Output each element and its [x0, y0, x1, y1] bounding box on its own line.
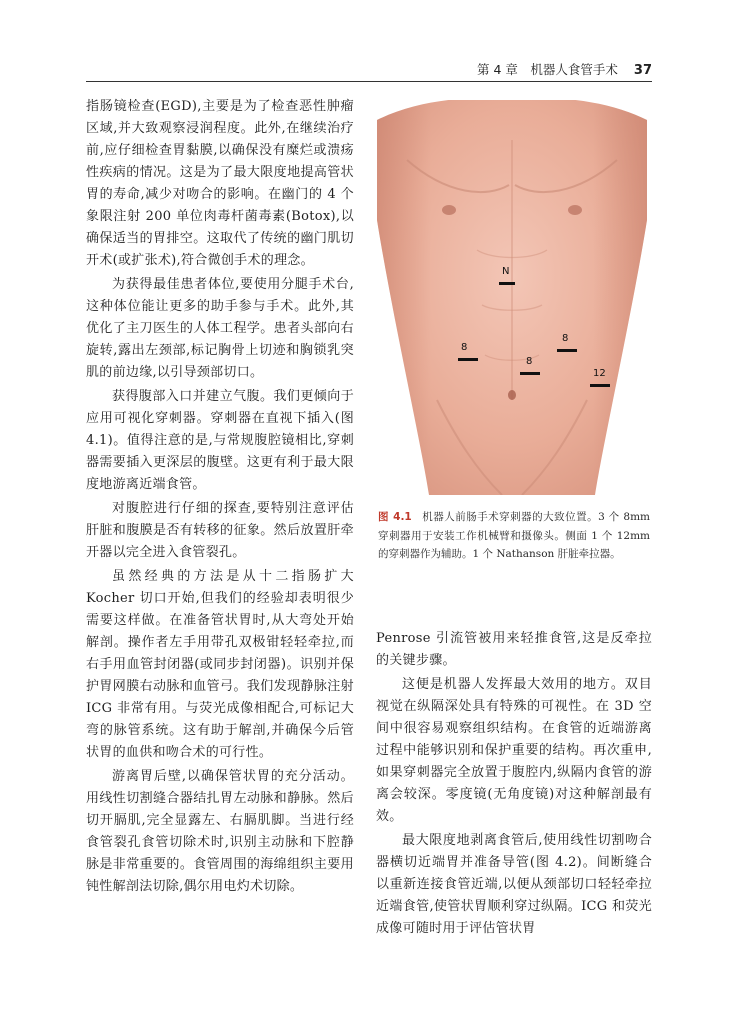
paragraph: 指肠镜检查(EGD),主要是为了检查恶性肿瘤区域,并大致观察浸润程度。此外,在继续治疗前,应仔细检查胃黏膜,以确保没有糜烂或溃疡性疾病的情况。这是为了最大限度地提高管状胃的寿命,减少对吻合的影响。在幽门的 4 个象限注射 200 单位肉毒杆菌毒素(Botox),以确保适当的胃排空。这取代了传统的幽门肌切开术(或扩张术),符合微创手术的理念。 [86, 99, 354, 268]
torso-illustration [377, 100, 647, 495]
paragraph: 虽然经典的方法是从十二指肠扩大 Kocher 切口开始,但我们的经验却表明很少需要这样做。在准备管状胃时,从大弯处开始解剖。操作者左手用带孔双极钳轻轻牵拉,而右手用血管封闭器(或同步封闭器)。识别并保护胃网膜右动脉和血管弓。我们发现静脉注射 ICG 非常有用。与荧光成像相配合,可标记大弯的脉管系统。这有助于解剖,并确保今后管状胃的血供和吻合术的可行性。 [86, 569, 354, 760]
running-header [86, 60, 652, 82]
port-marker [590, 384, 610, 387]
chapter-title: 第 4 章 机器人食管手术 [477, 62, 618, 77]
port-label: 8 [526, 356, 533, 367]
port-label: 8 [461, 342, 468, 353]
figure-number: 图 4.1 [378, 511, 412, 523]
navel [508, 390, 516, 400]
figure-torso-image [377, 100, 647, 495]
paragraph: 这便是机器人发挥最大效用的地方。双目视觉在纵隔深处具有特殊的可视性。在 3D 空间中很容易观察组织结构。在食管的近端游离过程中能够识别和保护重要的结构。再次重申,如果穿刺器完全放置于腹腔内,纵隔内食管的游离会较深。零度镜(无角度镜)对这种解剖最有效。 [376, 677, 652, 824]
port-label: 8 [562, 333, 569, 344]
port-marker [520, 372, 540, 375]
port-marker [458, 358, 478, 361]
page-number: 37 [633, 63, 652, 78]
paragraph: 游离胃后壁,以确保管状胃的充分活动。用线性切割缝合器结扎胃左动脉和静脉。然后切开膈肌,完全显露左、右膈肌脚。当进行经食管裂孔食管切除术时,识别主动脉和下腔静脉是非常重要的。食管周围的海绵组织主要用钝性解剖法切除,偶尔用电灼术切除。 [86, 769, 354, 894]
port-marker [557, 349, 577, 352]
paragraph: 为获得最佳患者体位,要使用分腿手术台,这种体位能让更多的助手参与手术。此外,其优化了主刀医生的人体工程学。患者头部向右旋转,露出左颈部,标记胸骨上切迹和胸锁乳突肌的前边缘,以引导颈部切口。 [86, 277, 354, 380]
port-label: N [502, 266, 510, 277]
right-text-column [376, 628, 652, 940]
port-marker [499, 282, 515, 285]
caption-text: 机器人前肠手术穿刺器的大致位置。3 个 8mm 穿刺器用于安装工作机械臂和摄像头。侧面 1 个 12mm 的穿刺器作为辅助。1 个 Nathanson 肝脏牵拉器。 [378, 511, 650, 560]
paragraph: 对腹腔进行仔细的探查,要特别注意评估肝脏和腹膜是否有转移的征象。然后放置肝牵开器以完全进入食管裂孔。 [86, 501, 354, 560]
port-label: 12 [593, 368, 606, 379]
left-text-column [86, 96, 354, 898]
paragraph: Penrose 引流管被用来轻推食管,这是反牵拉的关键步骤。 [376, 631, 652, 668]
figure-caption [378, 508, 650, 564]
paragraph: 最大限度地剥离食管后,使用线性切割吻合器横切近端胃并准备导管(图 4.2)。间断缝合以重新连接食管近端,以便从颈部切口轻轻牵拉近端食管,使管状胃顺利穿过纵隔。ICG 和荧光成像可随时用于评估管状胃 [376, 833, 652, 936]
paragraph: 获得腹部入口并建立气腹。我们更倾向于应用可视化穿刺器。穿刺器在直视下插入(图 4.1)。值得注意的是,与常规腹腔镜相比,穿刺器需要插入更深层的腹壁。这更有利于最大限度地游离近端食管。 [86, 389, 354, 492]
